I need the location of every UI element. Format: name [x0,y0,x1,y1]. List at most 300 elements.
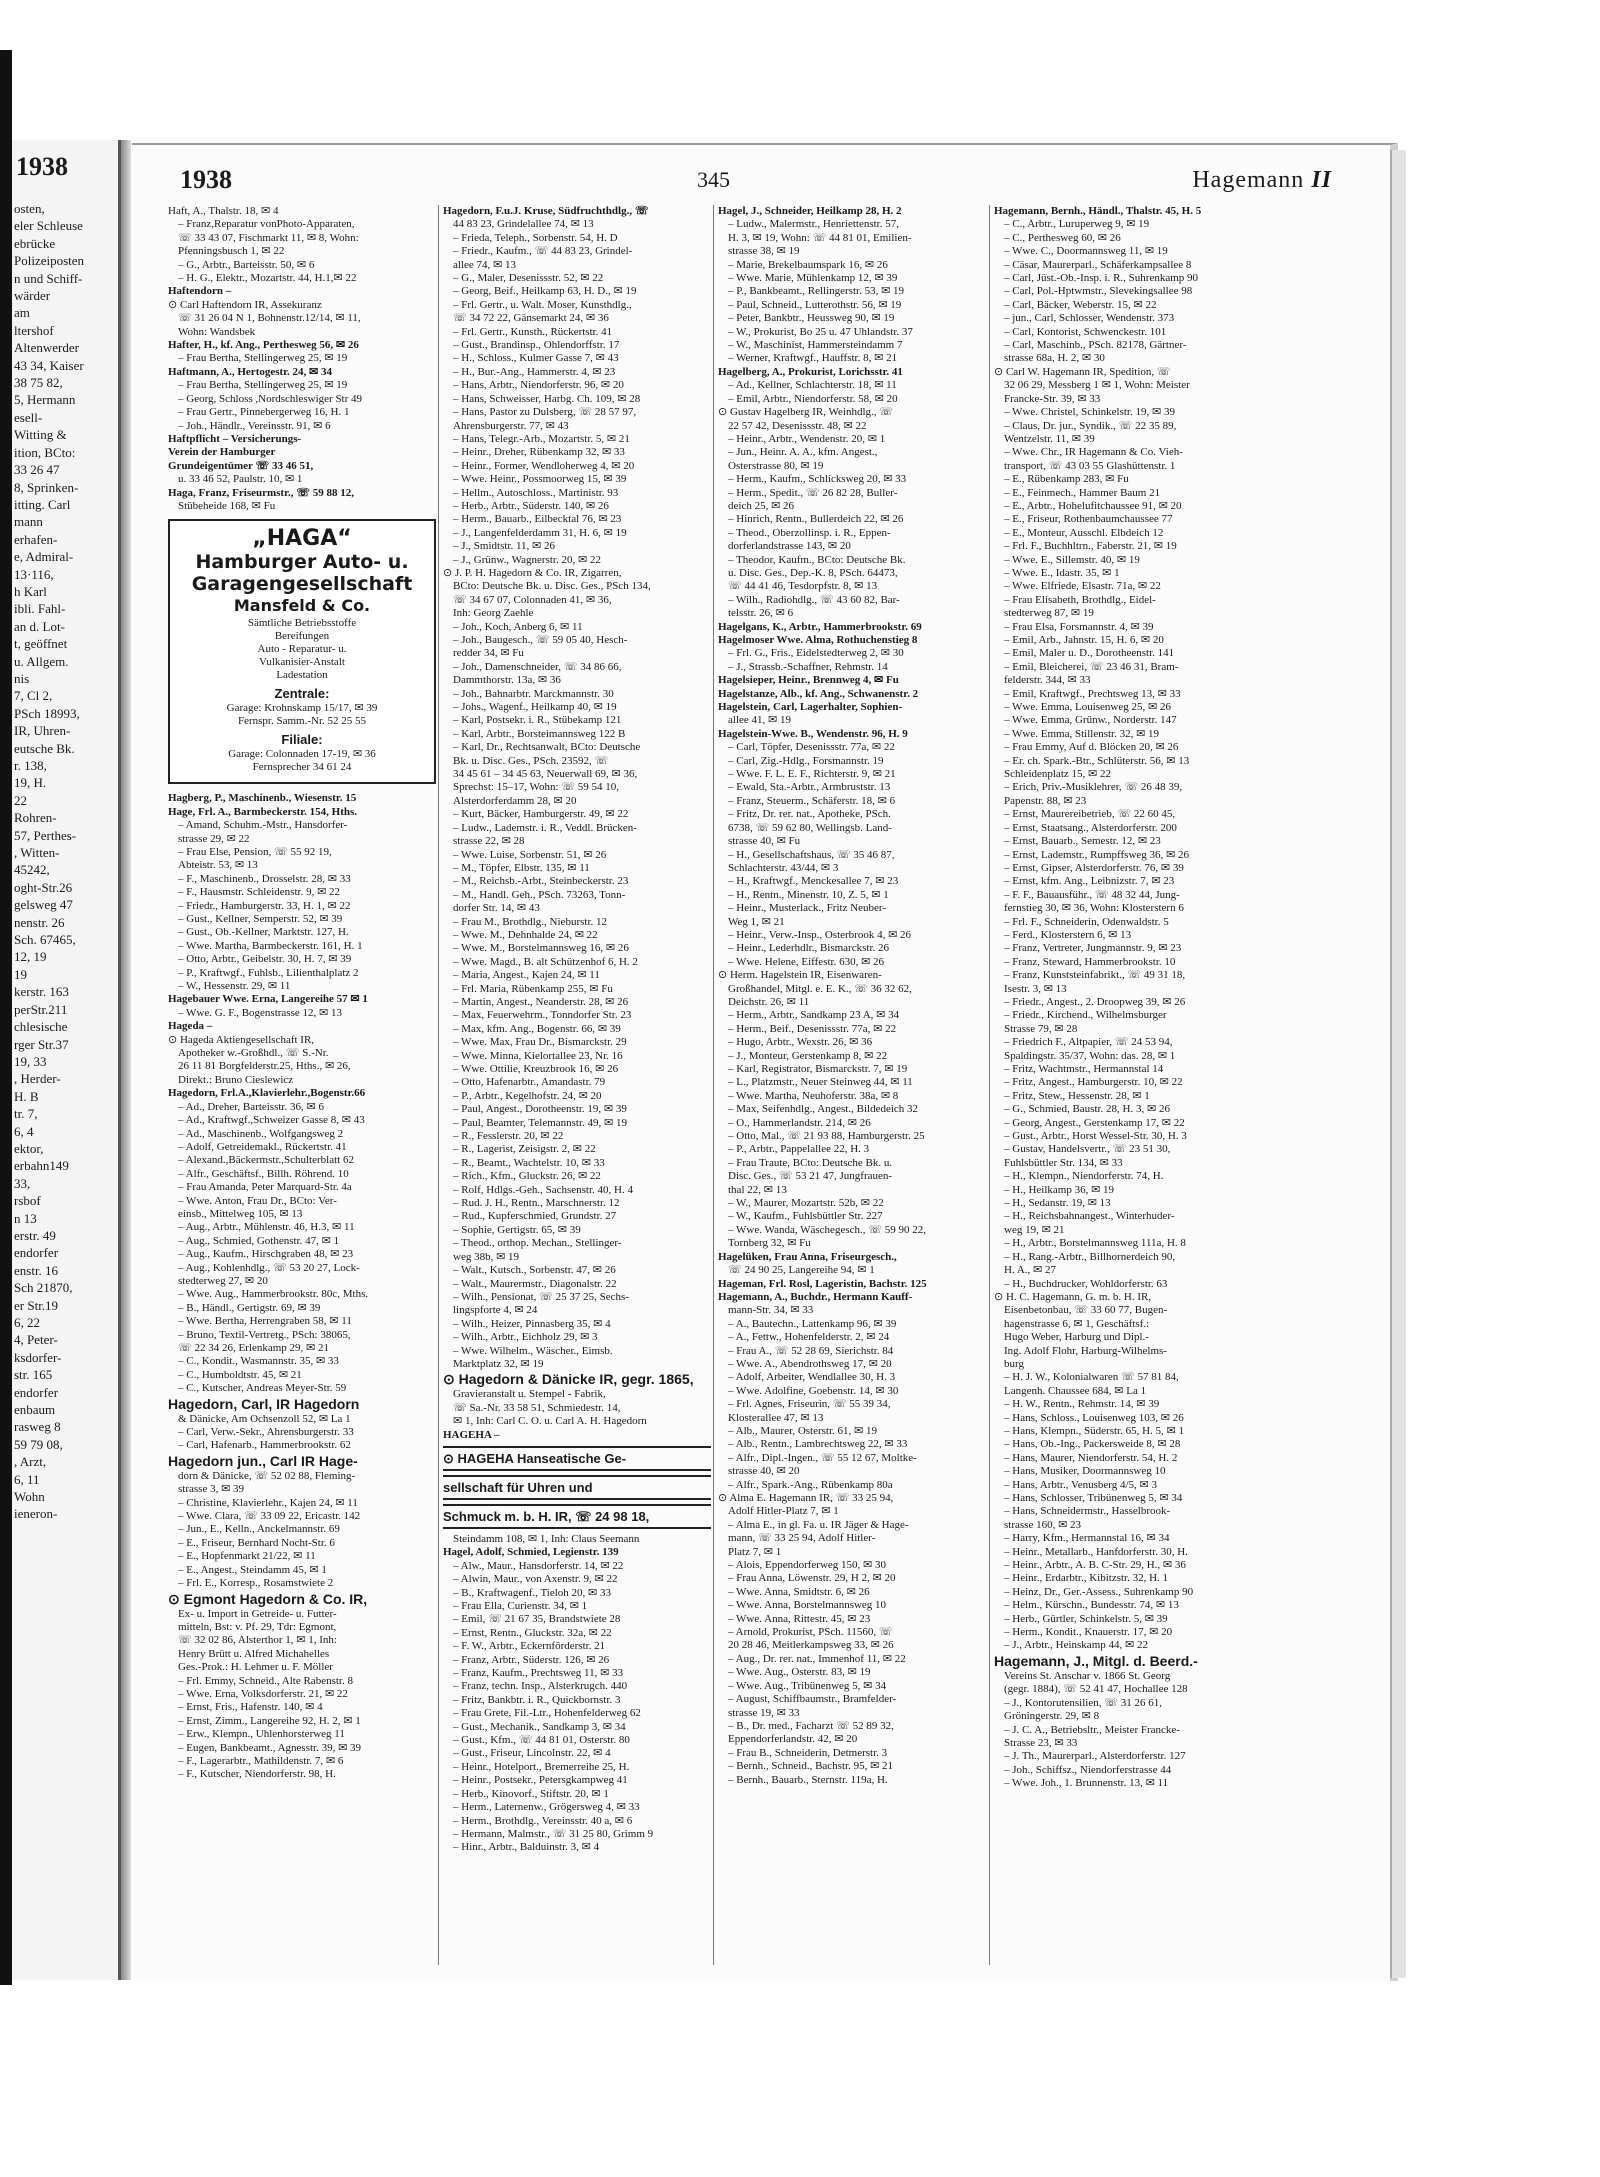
directory-entry: – Frau B., Schneiderin, Detmerstr. 3 [728,1746,888,1759]
directory-entry: Steindamm 108, ✉ 1, Inh: Claus Seemann [453,1532,640,1545]
directory-entry: – Wwe. Christel, Schinkelstr. 19, ✉ 39 [1004,406,1175,419]
directory-entry: – F., Lagerarbtr., Mathildenstr. 7, ✉ 6 [178,1754,344,1767]
directory-entry: Fuhlsbüttler Str. 134, ✉ 33 [1004,1156,1123,1169]
directory-entry: – Wwe. E., Idastr. 35, ✉ 1 [1004,566,1120,579]
directory-entry: Inh: Georg Zaehle [453,607,534,620]
previous-page-line: chlesische [14,1019,68,1035]
directory-entry: Eisenbetonbau, ☏ 33 60 77, Bugen- [1004,1304,1168,1317]
directory-entry: – E., Monteur, Ausschl. Elbdeich 12 [1004,526,1164,539]
directory-entry: – Wwe. Elfriede, Elsastr. 71a, ✉ 22 [1004,580,1161,593]
directory-entry: – Ad., Dreher, Barteisstr. 36, ✉ 6 [178,1100,324,1113]
directory-entry: – M., Reichsb.-Arbt., Steinbeckerstr. 23 [453,875,629,888]
directory-entry: – J., Grünw., Wagnerstr. 20, ✉ 22 [453,553,601,566]
previous-page-line: gelsweg 47 [14,897,73,913]
previous-page-fragment [12,140,121,1980]
previous-page-line: 6, 4 [14,1123,34,1139]
directory-entry: – Gust., Kellner, Semperstr. 52, ✉ 39 [178,913,343,925]
directory-heading-entry: Hagel, J., Schneider, Heilkamp 28, H. 2 [718,205,902,217]
directory-entry: Wohn: Wandsbek [178,325,256,338]
column-2 [443,205,711,1970]
directory-entry: – Frau Elisabeth, Brothdlg., Eidel- [1004,593,1156,606]
previous-page-line: 12, 19 [14,949,47,965]
column-divider [713,205,714,1965]
directory-entry: – A., Bautechn., Lattenkamp 96, ✉ 39 [728,1317,897,1330]
directory-entry: – Wwe. Wilhelm., Wäscher., Eimsb. [453,1344,613,1357]
directory-entry: – Franz, Steward, Hammerbrookstr. 10 [1004,955,1176,968]
haga-ad-title: „HAGA“ [252,526,352,552]
directory-entry: Deichstr. 26, ✉ 11 [728,995,810,1008]
previous-page-line: ibli. Fahl- [14,601,66,617]
haga-ad-zentrale-line: Garage: Krohnskamp 15/17, ✉ 39 [226,702,378,715]
directory-entry: – Wwe. E., Sillemstr. 40, ✉ 19 [1004,553,1140,566]
directory-entry: – Ad., Kraftwgf.,Schweizer Gasse 8, ✉ 43 [178,1114,365,1127]
directory-entry: – Ernst, Staatsang., Alsterdorferstr. 200 [1004,821,1177,834]
previous-page-line: 33, [14,1175,31,1191]
directory-entry: – Carl, Kontorist, Schwenckestr. 101 [1004,325,1167,338]
directory-entry: – Franz,Reparatur vonPhoto-Apparaten, [178,218,355,231]
directory-heading-entry: Hagedorn jun., Carl IR Hage- [168,1452,358,1469]
directory-entry: – Hugo, Arbtr., Wexstr. 26, ✉ 36 [728,1036,873,1049]
directory-entry: – H., Reichsbahnangest., Winterhuder- [1004,1210,1175,1223]
haga-ad-service: Auto - Reparatur- u. [257,643,347,656]
previous-page-line: 5, Hermann [14,392,76,408]
previous-page-line: 19 [14,966,27,982]
directory-entry: Tornberg 32, ✉ Fu [728,1237,811,1250]
directory-heading-entry: Hagebauer Wwe. Erna, Langereihe 57 ✉ 1 [168,993,368,1006]
directory-entry: – Paul, Beamter, Telemannstr. 49, ✉ 19 [453,1116,627,1129]
directory-entry: – B., Kraftwagenf., Tieloh 20, ✉ 33 [453,1586,612,1599]
previous-page-line: Polizeiposten [14,253,85,269]
directory-entry: dorn & Dänicke, ☏ 52 02 88, Fleming- [178,1469,356,1482]
column-1 [168,205,436,1970]
directory-entry: – Herm., Kaufm., Schlicksweg 20, ✉ 33 [728,473,907,486]
directory-entry: – Aug., Kaufm., Hirschgraben 48, ✉ 23 [178,1248,354,1261]
directory-entry: allee 74, ✉ 13 [453,258,516,271]
directory-entry: – Frieda, Teleph., Sorbenstr. 54, H. D [453,231,618,244]
directory-entry: – Wwe. Martha, Barmbeckerstr. 161, H. 1 [178,939,363,952]
directory-heading-entry: Hagedorn, F.u.J. Kruse, Südfruchthdlg., ☏ [443,205,649,217]
previous-page-line: nenstr. 26 [14,914,65,930]
previous-page-line: Witting & [14,427,67,443]
directory-entry: – Wwe. Emma, Stillenstr. 32, ✉ 19 [1004,727,1160,740]
directory-entry: – Hans, Schlosser, Tribünenweg 5, ✉ 34 [1004,1492,1183,1504]
directory-entry: – R., Fesslerstr. 20, ✉ 22 [453,1130,564,1143]
directory-entry: ☏ 34 67 07, Colonnaden 41, ✉ 36, [453,593,612,606]
directory-heading-entry: HAGEHA – [443,1428,500,1441]
previous-page-line: r. 138, [14,758,47,773]
directory-entry: ⊙ Alma E. Hagemann IR, ☏ 33 25 94, [718,1492,894,1504]
directory-entry: – Wwe. Aug., Hammerbrookstr. 80c, Mths. [178,1288,369,1301]
directory-entry: ☏ Sa.-Nr. 33 58 51, Schmiedestr. 14, [453,1401,621,1414]
directory-entry: – Heinr., Hotelport., Bremerreihe 25, H. [453,1760,630,1773]
directory-heading-entry: Haftpflicht – Versicherungs- [168,432,302,445]
directory-entry: – H., Buchdrucker, Wohldorferstr. 63 [1004,1277,1168,1290]
directory-entry: Alsterdorferdamm 28, ✉ 20 [453,794,577,807]
directory-entry: – Franz, Kunststeinfabrikt., ☏ 49 31 18, [1004,969,1186,982]
directory-heading-entry: Hagelgans, K., Arbtr., Hammerbrookstr. 69 [718,620,922,633]
directory-entry: – Karl, Postsekr. i. R., Stübekamp 121 [453,714,622,727]
directory-entry: – Wwe. Aug., Tribünenweg 5, ✉ 34 [728,1679,887,1692]
directory-heading-entry: Hagberg, P., Maschinenb., Wiesenstr. 15 [168,792,357,805]
previous-page-line: endorfer [14,1245,59,1261]
directory-entry: – Wwe. Anton, Frau Dr., BCto: Ver- [178,1194,337,1207]
directory-entry: – Arnold, Prokurist, PSch. 11560, ☏ [728,1626,893,1639]
directory-entry: mann-Str. 34, ✉ 33 [728,1304,814,1317]
directory-entry: – Kurt, Bäcker, Hamburgerstr. 49, ✉ 22 [453,808,629,821]
directory-entry: – P., Kraftwgf., Fuhlsb., Lilienthalplatz 2 [178,966,359,979]
directory-entry: – W., Prokurist, Bo 25 u. 47 Uhlandstr. 37 [728,325,913,338]
directory-entry: – E., Feinmech., Hammer Baum 21 [1004,486,1161,499]
directory-entry: strasse 68a, H. 2, ✉ 30 [1004,352,1105,365]
previous-page-line: Rohren- [14,810,57,826]
directory-entry: – E., Friseur, Bernhard Nocht-Str. 6 [178,1536,335,1549]
directory-entry: – Wwe. Joh., 1. Brunnenstr. 13, ✉ 11 [1004,1777,1169,1790]
directory-entry: – Emil, Arbtr., Niendorferstr. 58, ✉ 20 [728,392,898,405]
directory-entry: – Emil, ☏ 21 67 35, Brandstwiete 28 [453,1613,621,1626]
directory-entry: – Carl, Pol.-Hptwmstr., Slevekingsallee 98 [1004,285,1193,298]
directory-heading-entry: Haftmann, A., Hertogestr. 24, ✉ 34 [168,365,333,378]
directory-entry: – Carl, Maschinb., PSch. 82178, Gärtner- [1004,339,1187,352]
directory-entry: – F. F., Bauausführ., ☏ 48 32 44, Jung- [1004,888,1180,901]
directory-entry: – Herm., Brothdlg., Vereinsstr. 40 a, ✉ 6 [453,1814,633,1827]
previous-page-line: am [14,305,30,321]
directory-entry: Bk. u. Disc. Ges., PSch. 23592, ☏ [453,754,609,767]
directory-entry: – Joh., Baugesch., ☏ 59 05 40, Hesch- [453,634,628,646]
scan-bottom-margin [0,1985,1600,2177]
previous-page-line: PSch 18993, [14,705,80,721]
directory-entry: – Ernst, Fris., Hafenstr. 140, ✉ 4 [178,1701,323,1714]
directory-entry: ☏ 44 41 46, Tesdorpfstr. 8, ✉ 13 [728,580,878,593]
directory-entry: – Hans, Arbtr., Niendorferstr. 96, ✉ 20 [453,379,624,392]
directory-entry: – Ferd., Klosterstern 6, ✉ 13 [1004,928,1132,941]
directory-entry: – Ernst, Maurereibetrieb, ☏ 22 60 45, [1004,808,1176,821]
directory-entry: – Georg, Angest., Gerstenkamp 17, ✉ 22 [1004,1116,1185,1129]
directory-entry: – Gust., Brandinsp., Ohlendorffstr. 17 [453,339,620,352]
previous-page-line: n 13 [14,1210,37,1226]
directory-entry: – Franz, techn. Insp., Alsterkrugch. 440 [453,1680,628,1693]
previous-page-line: rasweg 8 [14,1419,61,1435]
directory-entry: – J. C. A., Betriebsltr., Meister Francke- [1004,1723,1180,1736]
directory-entry: – Frl. F., Buchhltrn., Faberstr. 21, ✉ 19 [1004,540,1177,553]
directory-entry: – Frl. E., Korresp., Rosamstwiete 2 [178,1577,334,1590]
directory-entry: – Carl, Bäcker, Weberstr. 15, ✉ 22 [1004,298,1157,311]
directory-entry: Weg 1, ✉ 21 [728,915,785,928]
directory-entry: – Alfr., Geschäftsf., Billh. Röhrend. 10 [178,1167,349,1180]
directory-entry: – Wwe. Emma, Louisenweg 25, ✉ 26 [1004,701,1171,714]
directory-entry: – H., Arbtr., Borstelmannsweg 111a, H. 8 [1004,1237,1186,1250]
directory-heading-entry: Verein der Hamburger [168,446,276,459]
haga-ad-zentrale-line: Fernspr. Samm.-Nr. 52 25 55 [237,715,367,728]
previous-page-line: h Karl [14,583,47,599]
previous-page-line: 19, H. [14,775,47,791]
directory-entry: – Wilh., Arbtr., Eichholz 29, ✉ 3 [453,1331,598,1344]
directory-entry: – Eugen, Bankbeamt., Agnesstr. 39, ✉ 39 [178,1741,362,1754]
directory-entry: – Franz, Arbtr., Süderstr. 126, ✉ 26 [453,1653,610,1666]
directory-entry: – Alfr., Dipl.-Ingen., ☏ 55 12 67, Moltke- [728,1451,917,1464]
directory-entry: – Ernst, Gipser, Alsterdorferstr. 76, ✉ 39 [1004,861,1184,874]
binding-edge [0,50,12,1985]
previous-page-line: Altenwerder [14,340,79,356]
haga-ad-filiale-line: Garage: Colonnaden 17-19, ✉ 36 [228,748,376,761]
directory-heading-entry: Hagel, Adolf, Schmied, Legienstr. 139 [443,1546,619,1559]
directory-entry: – Wwe. G. F., Bogenstrasse 12, ✉ 13 [178,1006,342,1019]
directory-entry: – H., Schloss., Kulmer Gasse 7, ✉ 43 [453,352,619,365]
directory-entry: – Wwe. Wanda, Wäschegesch., ☏ 59 90 22, [728,1223,926,1236]
directory-entry: – F., Kutscher, Niendorferstr. 98, H. [178,1768,336,1781]
directory-entry: – Fritz, Wachtmstr., Hermannstal 14 [1004,1063,1164,1075]
directory-entry: – C., Humboldtstr. 45, ✉ 21 [178,1368,302,1381]
previous-page-line: 57, Perthes- [14,827,77,843]
directory-heading-entry: Hagemann, Bernh., Händl., Thalstr. 45, H. 5 [994,205,1202,217]
directory-entry: – Erich, Priv.-Musiklehrer, ☏ 26 48 39, [1004,781,1183,794]
directory-entry: 32 06 29, Messberg 1 ✉ 1, Wohn: Meister [1004,379,1190,392]
directory-entry: – Ad., Maschinenb., Wolfgangsweg 2 [178,1127,344,1140]
directory-entry: Gravieranstalt u. Stempel - Fabrik, [453,1388,606,1401]
directory-entry: – Wilh., Pensionat, ☏ 25 37 25, Sechs- [453,1290,629,1303]
directory-entry: – Emil, Kraftwgf., Prechtsweg 13, ✉ 33 [1004,687,1181,700]
directory-heading-entry: Hagelstein-Wwe. B., Wendenstr. 96, H. 9 [718,727,908,740]
directory-entry: – Frau Ella, Curienstr. 34, ✉ 1 [453,1600,588,1612]
previous-page-line: erbahn149 [14,1158,69,1174]
directory-entry: – J., Smidtstr. 11, ✉ 26 [453,540,556,553]
directory-entry: – Heinr., Dreher, Rübenkamp 32, ✉ 33 [453,446,625,459]
directory-entry: – C., Perthesweg 60, ✉ 26 [1004,231,1121,244]
previous-page-line: rger Str.37 [14,1036,69,1052]
directory-entry: – H. J. W., Kolonialwaren ☏ 57 81 84, [1004,1371,1179,1384]
directory-entry: – Herm., Laternenw., Grögersweg 4, ✉ 33 [453,1801,640,1814]
directory-entry: – P., Arbtr., Pappelallee 22, H. 3 [728,1143,870,1156]
directory-entry: Disc. Ges., ☏ 53 21 47, Jungfrauen- [728,1170,893,1183]
directory-entry: – Wwe. M., Dehnhalde 24, ✉ 22 [453,928,598,941]
directory-entry: – J., Monteur, Gerstenkamp 8, ✉ 22 [728,1049,888,1062]
directory-entry: – Marie, Brekelbaumspark 16, ✉ 26 [728,258,888,271]
directory-entry: – Walt., Kutsch., Sorbenstr. 47, ✉ 26 [453,1264,616,1277]
directory-heading-entry: Hagelmoser Wwe. Alma, Rothuchenstieg 8 [718,634,918,646]
previous-page-line: ieneron- [14,1506,58,1522]
column-divider [438,205,439,1965]
directory-entry: – Wwe. F. L. E. F., Richterstr. 9, ✉ 21 [728,768,896,781]
directory-entry: 26 11 81 Borgfelderstr.25, Hths., ✉ 26, [178,1060,351,1073]
directory-entry: Ex- u. Import in Getreide- u. Futter- [178,1607,337,1620]
directory-entry: – Wwe. M., Borstelmannsweg 16, ✉ 26 [453,942,629,955]
directory-entry: – M., Töpfer, Elbstr. 135, ✉ 11 [453,861,590,874]
directory-entry: Hugo Weber, Harburg und Dipl.- [1004,1331,1149,1344]
page-edge-shadow [1390,150,1406,1978]
directory-entry: – Claus, Dr. jur., Syndik., ☏ 22 35 89, [1004,419,1177,432]
directory-entry: Apotheker w.-Großhdl., ☏ S.-Nr. [178,1047,329,1060]
directory-entry: mann, ☏ 33 25 94, Adolf Hitler- [728,1532,876,1545]
previous-page-line: e, Admiral- [14,549,74,565]
directory-entry: – W., Maschinist, Hammersteindamm 7 [728,339,903,352]
directory-entry: – Hans, Telegr.-Arb., Mozartstr. 5, ✉ 21 [453,432,630,445]
directory-entry: – Heinr., Musterlack., Fritz Neuber- [728,902,887,915]
directory-entry: Isestr. 3, ✉ 13 [1004,982,1067,995]
directory-entry: – Rolf, Hdlgs.-Geh., Sachsenstr. 40, H. 4 [453,1183,633,1196]
previous-page-line: rsbof [14,1193,41,1209]
directory-entry: sellschaft für Uhren und [443,1475,711,1500]
directory-entry: – Harry, Kfm., Hermannstal 16, ✉ 34 [1004,1532,1170,1545]
directory-entry: Großhandel, Mitgl. e. E. K., ☏ 36 32 62, [728,982,912,995]
directory-entry: ⊙ Hageda Aktiengesellschaft IR, [168,1033,315,1046]
directory-entry: Ing. Adolf Flohr, Harburg-Wilhelms- [1004,1344,1167,1357]
previous-page-line: an d. Lot- [14,618,65,634]
directory-entry: – Herm., Kondit., Knauerstr. 17, ✉ 20 [1004,1626,1173,1639]
directory-entry: – Frau Grete, Fil.-Ltr., Hohenfelderweg 62 [453,1707,641,1720]
page-year: 1938 [180,165,232,194]
directory-entry: – Wwe. Bertha, Herrengraben 58, ✉ 11 [178,1315,352,1328]
directory-entry: – Frau M., Brothdlg., Nieburstr. 12 [453,915,607,928]
directory-entry: – C., Kutscher, Andreas Meyer-Str. 59 [178,1382,347,1395]
previous-page-line: , Arzt, [14,1454,47,1470]
previous-page-line: eutsche Bk. [14,740,75,756]
directory-entry: – Carl, Töpfer, Desenissstr. 77a, ✉ 22 [728,741,895,754]
directory-heading-entry: Hagemann, J., Mitgl. d. Beerd.- [994,1652,1198,1669]
directory-entry: – Hermann, Malmstr., ☏ 31 25 80, Grimm 9 [453,1827,654,1840]
running-head-name: Hagemann [1192,167,1305,193]
directory-entry: weg 19, ✉ 21 [1004,1223,1065,1236]
directory-entry: – Ernst, Rentn., Gluckstr. 32a, ✉ 22 [453,1626,612,1639]
directory-entry: – Theod., Oberzollinsp. i. R., Eppen- [728,526,891,539]
directory-entry: Eppendorferlandstr. 42, ✉ 20 [728,1733,858,1746]
haga-ad-service: Ladestation [276,669,328,682]
directory-entry: Francke-Str. 39, ✉ 33 [1004,392,1101,405]
directory-entry: – J., Kontorutensilien, ☏ 31 26 61, [1004,1696,1162,1709]
directory-entry: – Gustav, Handelsvertr., ☏ 23 51 30, [1004,1143,1171,1156]
directory-entry: – Frau Emmy, Auf d. Blöcken 20, ✉ 26 [1004,741,1179,754]
directory-entry: stedterweg 87, ✉ 19 [1004,607,1094,620]
directory-entry: – Wwe. Martha, Neuhoferstr. 38a, ✉ 8 [728,1089,899,1102]
previous-page-line: enbaum [14,1402,56,1418]
directory-entry: – F., Maschinenb., Drosselstr. 28, ✉ 33 [178,872,351,885]
directory-heading-entry: Hageda – [168,1020,213,1033]
directory-entry: redder 34, ✉ Fu [453,647,524,660]
directory-entry: hagenstrasse 6, ✉ 1, Geschäftsf.: [1004,1317,1150,1330]
previous-page-line: ltershof [14,322,54,338]
directory-entry: – Wilh., Radiohdlg., ☏ 43 60 82, Bar- [728,593,900,606]
directory-entry: – Frl. G., Fris., Eidelstedterweg 2, ✉ 30 [728,647,904,660]
directory-entry: Osterstrasse 80, ✉ 19 [728,459,824,472]
directory-heading-entry: Hagedorn, Carl, IR Hagedorn [168,1395,360,1412]
haga-ad-filiale-heading: Filiale: [281,732,323,748]
directory-entry: – Frau Amanda, Peter Marquard-Str. 4a [178,1181,352,1194]
directory-entry: ⊙ HAGEHA Hanseatische Ge- [443,1446,711,1471]
directory-entry: – F., Hausmstr. Schleidenstr. 9, ✉ 22 [178,886,341,899]
directory-entry: 34 45 61 – 34 45 63, Neuerwall 69, ✉ 36, [453,768,638,781]
directory-entry: Platz 7, ✉ 1 [728,1545,782,1558]
directory-entry: Schmuck m. b. H. IR, ☏ 24 98 18, [443,1504,711,1529]
directory-entry: – Joh., Bahnarbtr. Marckmannstr. 30 [453,687,614,700]
directory-entry: – Martin, Angest., Neanderstr. 28, ✉ 26 [453,995,629,1008]
directory-entry: – Gust., Arbtr., Horst Wessel-Str. 30, H. 3 [1004,1130,1187,1143]
directory-entry: – Frau Else, Pension, ☏ 55 92 19, [178,845,332,858]
directory-entry: – Wwe. A., Abendrothsweg 17, ✉ 20 [728,1357,892,1370]
directory-entry: – Heinr., Verw.-Insp., Osterbrook 4, ✉ 26 [728,928,912,941]
directory-entry: – H., Heilkamp 36, ✉ 19 [1004,1183,1115,1196]
directory-entry: – Frl. Agnes, Friseurin, ☏ 55 39 34, [728,1398,891,1411]
previous-page-line: 45242, [14,862,50,878]
previous-page-line: n und Schiff- [14,270,83,286]
directory-entry: – Heinr., Erdarbtr., Kibitzstr. 32, H. 1 [1004,1572,1169,1585]
directory-entry: – Heinr., Arbtr., A. B. C-Str. 29, H., ✉ 36 [1004,1559,1186,1572]
column-3 [718,205,986,1970]
directory-entry: ⊙ H. C. Hagemann, G. m. b. H. IR, [994,1290,1152,1303]
directory-entry: – P., Arbtr., Kegelhofstr. 24, ✉ 20 [453,1089,602,1102]
directory-entry: ☏ 22 34 26, Erlenkamp 29, ✉ 21 [178,1342,329,1354]
directory-entry: – W., Kaufm., Fuhlsbüttler Str. 227 [728,1210,883,1223]
directory-entry: – Frau Anna, Löwenstr. 29, H 2, ✉ 20 [728,1572,896,1585]
directory-entry: – F. W., Arbtr., Eckernförderstr. 21 [453,1640,606,1653]
directory-entry: – H., Klempn., Niendorferstr. 74, H. [1004,1170,1164,1183]
haga-ad-line2: Garagengesellschaft [191,573,413,596]
directory-entry: stedterweg 27, ✉ 20 [178,1274,268,1287]
directory-entry: – Wwe. Clara, ☏ 33 09 22, Ericastr. 142 [178,1510,361,1523]
directory-entry: – Herm., Bauarb., Eilbecktal 76, ✉ 23 [453,513,622,526]
directory-entry: – W., Maurer, Mozartstr. 52b, ✉ 22 [728,1197,884,1210]
directory-entry: – Hans, Schloss., Louisenweg 103, ✉ 26 [1004,1411,1184,1424]
directory-entry: – Wwe. Luise, Sorbenstr. 51, ✉ 26 [453,848,607,861]
directory-entry: 44 83 23, Grindelallee 74, ✉ 13 [453,218,594,231]
running-head [1192,167,1332,194]
directory-entry: – H., Bur.-Ang., Hammerstr. 4, ✉ 23 [453,365,616,378]
directory-entry: – Hans, Maurer, Niendorferstr. 54, H. 2 [1004,1451,1178,1464]
directory-entry: – E., Rübenkamp 283, ✉ Fu [1004,473,1129,486]
directory-entry: – Gust., Mechanik., Sandkamp 3, ✉ 34 [453,1720,626,1733]
directory-entry: – Herm., Beif., Desenissstr. 77a, ✉ 22 [728,1022,897,1035]
directory-entry: – Hans, Schweisser, Harbg. Ch. 109, ✉ 28 [453,392,641,405]
directory-entry: – Sophie, Gertigstr. 65, ✉ 39 [453,1223,581,1236]
haga-ad-line1: Hamburger Auto- u. [195,551,409,574]
directory-entry: ☏ 32 02 86, Alsterthor 1, ✉ 1, Inh: [178,1634,337,1647]
directory-entry: strasse 38, ✉ 19 [728,245,800,258]
directory-entry: – Bernh., Bauarb., Sternstr. 119a, H. [728,1773,888,1786]
directory-entry: – Herb., Arbtr., Süderstr. 140, ✉ 26 [453,499,609,512]
directory-heading-entry: Haftendorn – [168,285,232,298]
directory-entry: ⊙ Gustav Hagelberg IR, Weinhdlg., ☏ [718,406,894,419]
directory-entry: deich 25, ✉ 26 [728,499,795,512]
directory-entry: – Wwe. Heinr., Possmoorweg 15, ✉ 39 [453,473,627,486]
directory-entry: Dammthorstr. 13a, ✉ 36 [453,674,561,687]
directory-entry: strasse 22, ✉ 28 [453,835,525,848]
directory-entry: Langenh. Chaussee 684, ✉ La 1 [1004,1384,1147,1397]
directory-entry: – Johs., Wagenf., Heilkamp 40, ✉ 19 [453,701,617,714]
directory-page [132,143,1398,1981]
directory-entry: – Fritz, Dr. rer. nat., Apotheke, PSch. [728,808,891,821]
previous-page-line: tr. 7, [14,1106,38,1122]
directory-entry: – Herb., Gürtler, Schinkelstr. 5, ✉ 39 [1004,1612,1168,1625]
directory-entry: Spaldingstr. 35/37, Wohn: das. 28, ✉ 1 [1004,1049,1176,1062]
haga-advertisement [168,519,436,784]
directory-entry: – Friedr., Hamburgerstr. 33, H. 1, ✉ 22 [178,899,351,912]
directory-entry: – Frl. Gertr., u. Walt. Moser, Kunsthdlg., [453,298,632,311]
directory-entry: – Erw., Klempn., Uhlenhorsterweg 11 [178,1728,345,1741]
directory-entry: – Ludw., Malermstr., Henriettenstr. 57, [728,218,899,231]
directory-entry: H. A., ✉ 27 [1004,1264,1056,1277]
directory-heading-entry: Hagedorn, Frl.A.,Klavierlehr.,Bogenstr.66 [168,1087,366,1100]
directory-entry: Haft, A., Thalstr. 18, ✉ 4 [168,205,279,217]
directory-entry: Sprechst: 15–17, Wohn: ☏ 59 54 10, [453,781,620,794]
previous-page-line: IR, Uhren- [14,723,71,739]
directory-entry: – Emil, Maler u. D., Dorotheenstr. 141 [1004,647,1175,660]
directory-entry: (gegr. 1884), ☏ 52 41 47, Hochallee 128 [1004,1683,1188,1696]
directory-entry: – Joh., Händlr., Vereinsstr. 91, ✉ 6 [178,419,331,432]
directory-entry: – Alb., Rentn., Lambrechtsweg 22, ✉ 33 [728,1438,908,1451]
directory-heading-entry: Hagelstein, Carl, Lagerhalter, Sophien- [718,701,903,714]
directory-entry: 6738, ☏ 59 62 80, Wellingsb. Land- [728,821,892,834]
directory-entry: – Otto, Hafenarbtr., Amandastr. 79 [453,1076,606,1089]
directory-entry: – W., Hessenstr. 29, ✉ 11 [178,980,291,993]
directory-entry: ☏ 24 90 25, Langereihe 94, ✉ 1 [728,1264,875,1277]
column-1-entries-bottom [168,792,436,1781]
